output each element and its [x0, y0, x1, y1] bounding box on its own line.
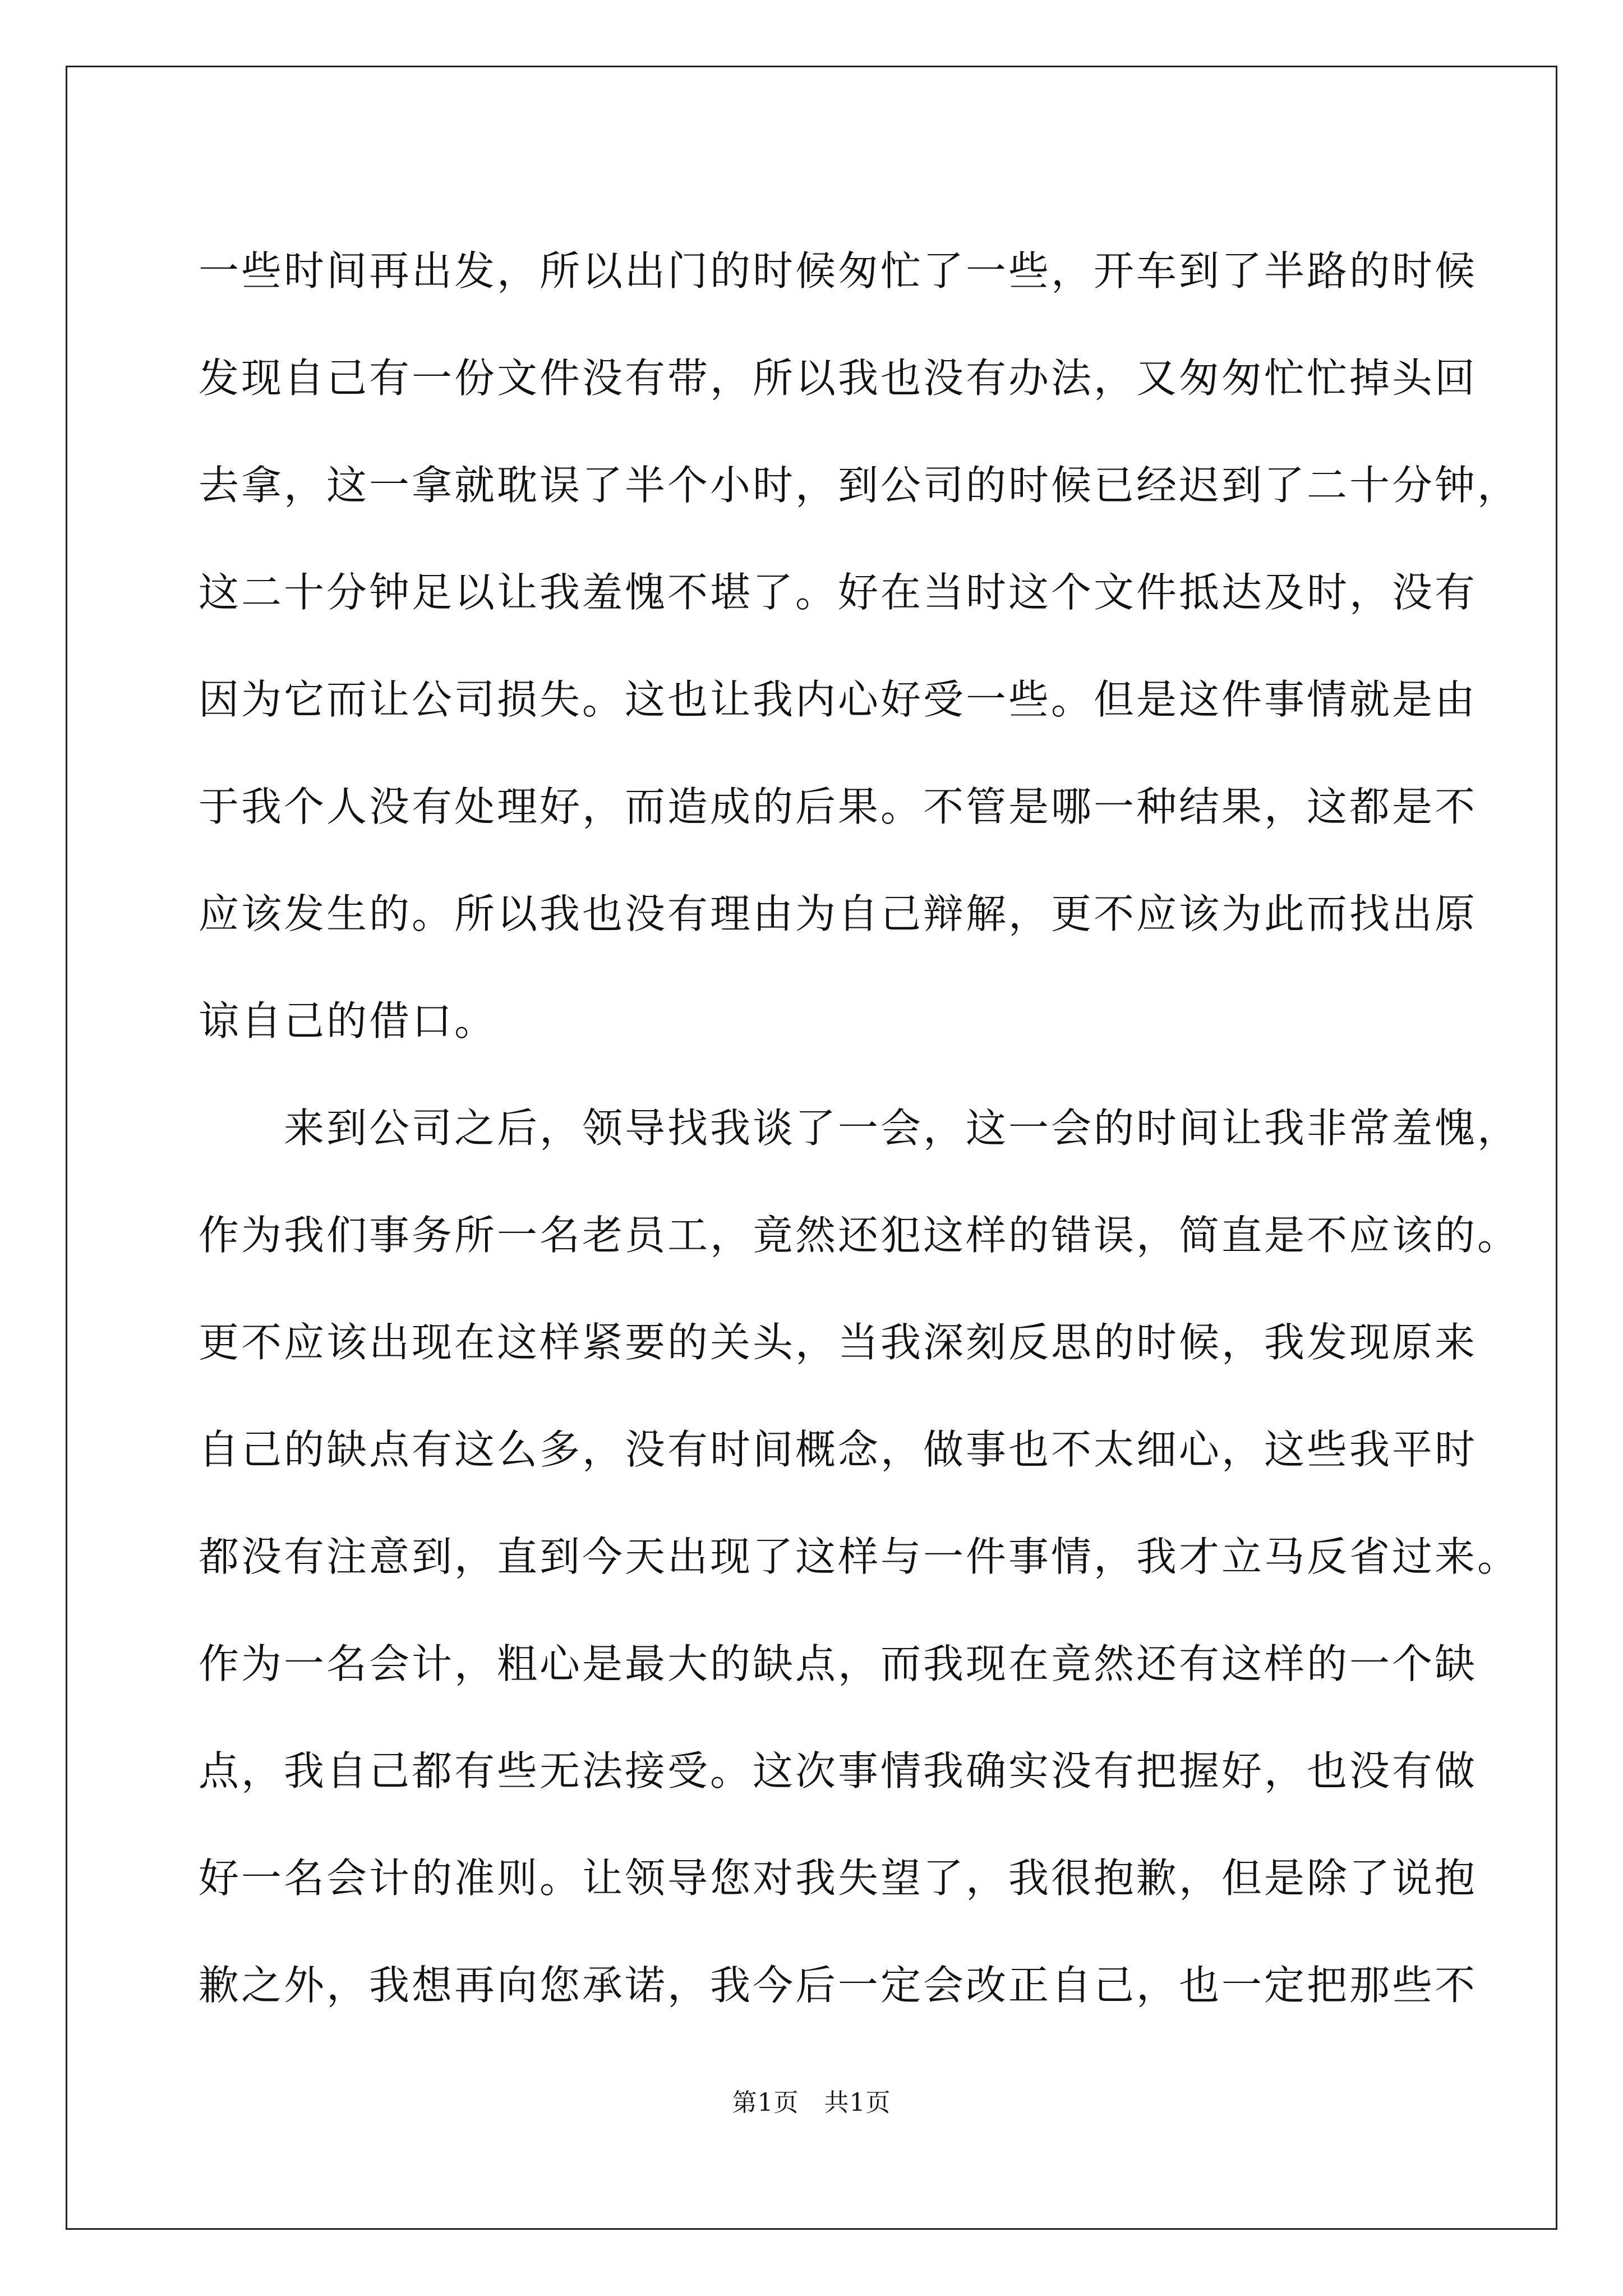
text-line: 一些时间再出发，所以出门的时候匆忙了一些，开车到了半路的时候 — [199, 247, 1478, 295]
text-line: 点，我自己都有些无法接受。这次事情我确实没有把握好，也没有做 — [199, 1747, 1478, 1795]
document-body — [199, 218, 1520, 2039]
text-line: 发现自己有一份文件没有带，所以我也没有办法，又匆匆忙忙掉头回 — [199, 355, 1478, 402]
text-line: 更不应该出现在这样紧要的关头，当我深刻反思的时候，我发现原来 — [199, 1319, 1478, 1366]
text-line: 自己的缺点有这么多，没有时间概念，做事也不太细心，这些我平时 — [199, 1426, 1478, 1473]
text-line: 都没有注意到，直到今天出现了这样与一件事情，我才立马反省过来。 — [199, 1533, 1520, 1580]
text-line: 于我个人没有处理好，而造成的后果。不管是哪一种结果，这都是不 — [199, 783, 1478, 830]
text-line: 谅自己的借口。 — [199, 997, 497, 1045]
text-line: 因为它而让公司损失。这也让我内心好受一些。但是这件事情就是由 — [199, 676, 1478, 723]
text-line: 好一名会计的准则。让领导您对我失望了，我很抱歉，但是除了说抱 — [199, 1855, 1478, 1902]
text-line: 应该发生的。所以我也没有理由为自己辩解，更不应该为此而找出原 — [199, 890, 1478, 937]
text-line: 这二十分钟足以让我羞愧不堪了。好在当时这个文件抵达及时，没有 — [199, 569, 1478, 616]
page-footer — [0, 2082, 1623, 2118]
page-number: 第1页 共1页 — [732, 2088, 891, 2117]
text-line: 作为一名会计，粗心是最大的缺点，而我现在竟然还有这样的一个缺 — [199, 1640, 1478, 1687]
text-line: 歉之外，我想再向您承诺，我今后一定会改正自己，也一定把那些不 — [199, 1962, 1478, 2009]
paragraph-start-line: 来到公司之后，领导找我谈了一会，这一会的时间让我非常羞愧， — [199, 1105, 1520, 1152]
text-line: 去拿，这一拿就耽误了半个小时，到公司的时候已经迟到了二十分钟， — [199, 462, 1520, 509]
text-line: 作为我们事务所一名老员工，竟然还犯这样的错误，简直是不应该的。 — [199, 1212, 1520, 1259]
